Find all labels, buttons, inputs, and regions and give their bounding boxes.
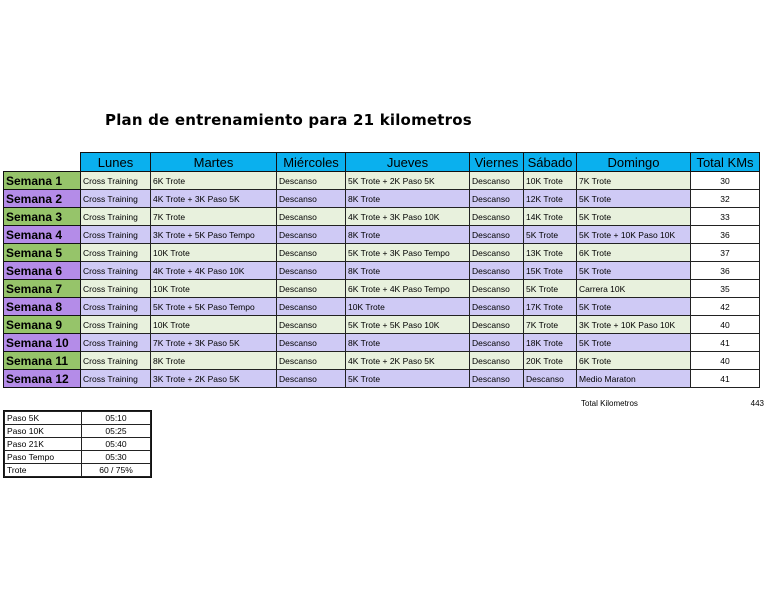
week-label: Semana 4 — [4, 226, 81, 244]
week-label: Semana 3 — [4, 208, 81, 226]
day-cell: 6K Trote + 4K Paso Tempo — [346, 280, 470, 298]
pace-row — [5, 425, 151, 438]
week-label: Semana 7 — [4, 280, 81, 298]
week-total: 40 — [691, 316, 760, 334]
week-label: Semana 12 — [4, 370, 81, 388]
day-cell: 4K Trote + 2K Paso 5K — [346, 352, 470, 370]
day-cell: Cross Training — [81, 316, 151, 334]
pace-label: Paso 21K — [5, 438, 82, 451]
column-header: Viernes — [470, 153, 524, 172]
header-row — [4, 153, 760, 172]
week-total: 42 — [691, 298, 760, 316]
week-row — [4, 352, 760, 370]
day-cell: Descanso — [470, 352, 524, 370]
pace-label: Trote — [5, 464, 82, 477]
page-title: Plan de entrenamiento para 21 kilometros — [105, 111, 472, 129]
column-header: Jueves — [346, 153, 470, 172]
day-cell: 20K Trote — [524, 352, 577, 370]
day-cell: 6K Trote — [151, 172, 277, 190]
pace-value: 05:30 — [82, 451, 151, 464]
column-header: Total KMs — [691, 153, 760, 172]
pace-value: 05:10 — [82, 412, 151, 425]
pace-row — [5, 412, 151, 425]
column-header: Domingo — [577, 153, 691, 172]
week-label: Semana 2 — [4, 190, 81, 208]
day-cell: Descanso — [470, 334, 524, 352]
day-cell: Descanso — [470, 172, 524, 190]
day-cell: Descanso — [277, 172, 346, 190]
week-total: 32 — [691, 190, 760, 208]
column-header: Lunes — [81, 153, 151, 172]
day-cell: 7K Trote — [524, 316, 577, 334]
day-cell: Descanso — [277, 190, 346, 208]
day-cell: 7K Trote + 3K Paso 5K — [151, 334, 277, 352]
day-cell: 7K Trote — [577, 172, 691, 190]
day-cell: Cross Training — [81, 298, 151, 316]
day-cell: 5K Trote + 10K Paso 10K — [577, 226, 691, 244]
week-total: 36 — [691, 262, 760, 280]
total-km-value: 443 — [750, 399, 764, 408]
day-cell: Descanso — [277, 334, 346, 352]
day-cell: Descanso — [470, 316, 524, 334]
day-cell: Cross Training — [81, 172, 151, 190]
week-row — [4, 172, 760, 190]
day-cell: 5K Trote — [524, 280, 577, 298]
week-row — [4, 316, 760, 334]
week-total: 41 — [691, 370, 760, 388]
pace-table — [4, 411, 151, 477]
day-cell: 3K Trote + 5K Paso Tempo — [151, 226, 277, 244]
pace-row — [5, 451, 151, 464]
week-total: 36 — [691, 226, 760, 244]
week-row — [4, 226, 760, 244]
week-row — [4, 208, 760, 226]
day-cell: 12K Trote — [524, 190, 577, 208]
day-cell: Descanso — [470, 226, 524, 244]
week-row — [4, 244, 760, 262]
week-row — [4, 298, 760, 316]
week-row — [4, 262, 760, 280]
week-total: 35 — [691, 280, 760, 298]
day-cell: 8K Trote — [346, 334, 470, 352]
day-cell: 8K Trote — [151, 352, 277, 370]
day-cell: 18K Trote — [524, 334, 577, 352]
day-cell: Descanso — [470, 190, 524, 208]
day-cell: 10K Trote — [524, 172, 577, 190]
day-cell: Descanso — [470, 208, 524, 226]
day-cell: Carrera 10K — [577, 280, 691, 298]
week-total: 33 — [691, 208, 760, 226]
column-header: Sábado — [524, 153, 577, 172]
day-cell: Descanso — [277, 244, 346, 262]
day-cell: Descanso — [277, 262, 346, 280]
day-cell: 3K Trote + 2K Paso 5K — [151, 370, 277, 388]
day-cell: 17K Trote — [524, 298, 577, 316]
column-header: Martes — [151, 153, 277, 172]
pace-row — [5, 464, 151, 477]
week-total: 40 — [691, 352, 760, 370]
day-cell: 5K Trote — [577, 298, 691, 316]
column-header: Miércoles — [277, 153, 346, 172]
day-cell: 5K Trote — [577, 208, 691, 226]
day-cell: Descanso — [277, 316, 346, 334]
day-cell: 10K Trote — [151, 244, 277, 262]
day-cell: Cross Training — [81, 244, 151, 262]
pace-label: Paso 10K — [5, 425, 82, 438]
week-row — [4, 370, 760, 388]
day-cell: Cross Training — [81, 226, 151, 244]
day-cell: 4K Trote + 4K Paso 10K — [151, 262, 277, 280]
day-cell: Descanso — [277, 208, 346, 226]
day-cell: 13K Trote — [524, 244, 577, 262]
day-cell: 5K Trote — [577, 262, 691, 280]
day-cell: 10K Trote — [346, 298, 470, 316]
training-plan-table — [3, 152, 760, 388]
day-cell: 6K Trote — [577, 244, 691, 262]
day-cell: 8K Trote — [346, 190, 470, 208]
day-cell: Cross Training — [81, 208, 151, 226]
pace-row — [5, 438, 151, 451]
week-row — [4, 280, 760, 298]
day-cell: 15K Trote — [524, 262, 577, 280]
day-cell: 5K Trote + 5K Paso Tempo — [151, 298, 277, 316]
week-label: Semana 6 — [4, 262, 81, 280]
day-cell: 3K Trote + 10K Paso 10K — [577, 316, 691, 334]
week-total: 41 — [691, 334, 760, 352]
day-cell: Descanso — [277, 226, 346, 244]
day-cell: 4K Trote + 3K Paso 10K — [346, 208, 470, 226]
day-cell: Descanso — [277, 352, 346, 370]
week-label: Semana 5 — [4, 244, 81, 262]
day-cell: 5K Trote + 2K Paso 5K — [346, 172, 470, 190]
day-cell: 5K Trote — [346, 370, 470, 388]
week-total: 30 — [691, 172, 760, 190]
day-cell: Descanso — [470, 298, 524, 316]
total-km-label: Total Kilometros — [581, 399, 638, 408]
week-label: Semana 10 — [4, 334, 81, 352]
week-row — [4, 190, 760, 208]
pace-value: 60 / 75% — [82, 464, 151, 477]
day-cell: Cross Training — [81, 262, 151, 280]
day-cell: Descanso — [470, 370, 524, 388]
day-cell: Cross Training — [81, 352, 151, 370]
day-cell: Descanso — [524, 370, 577, 388]
day-cell: 6K Trote — [577, 352, 691, 370]
day-cell: Cross Training — [81, 334, 151, 352]
day-cell: 5K Trote + 3K Paso Tempo — [346, 244, 470, 262]
day-cell: Descanso — [277, 280, 346, 298]
day-cell: Medio Maraton — [577, 370, 691, 388]
day-cell: 5K Trote — [577, 334, 691, 352]
week-label: Semana 1 — [4, 172, 81, 190]
day-cell: Cross Training — [81, 190, 151, 208]
day-cell: 5K Trote — [524, 226, 577, 244]
pace-value: 05:25 — [82, 425, 151, 438]
day-cell: 14K Trote — [524, 208, 577, 226]
day-cell: 4K Trote + 3K Paso 5K — [151, 190, 277, 208]
day-cell: 10K Trote — [151, 316, 277, 334]
pace-label: Paso Tempo — [5, 451, 82, 464]
day-cell: Cross Training — [81, 370, 151, 388]
week-total: 37 — [691, 244, 760, 262]
week-label: Semana 9 — [4, 316, 81, 334]
day-cell: Descanso — [470, 262, 524, 280]
week-label: Semana 8 — [4, 298, 81, 316]
week-row — [4, 334, 760, 352]
day-cell: Descanso — [470, 244, 524, 262]
day-cell: Descanso — [470, 280, 524, 298]
day-cell: 8K Trote — [346, 262, 470, 280]
day-cell: Descanso — [277, 370, 346, 388]
day-cell: 10K Trote — [151, 280, 277, 298]
day-cell: 5K Trote — [577, 190, 691, 208]
day-cell: Cross Training — [81, 280, 151, 298]
pace-value: 05:40 — [82, 438, 151, 451]
week-label: Semana 11 — [4, 352, 81, 370]
day-cell: 5K Trote + 5K Paso 10K — [346, 316, 470, 334]
header-corner — [4, 153, 81, 172]
day-cell: 8K Trote — [346, 226, 470, 244]
day-cell: Descanso — [277, 298, 346, 316]
pace-label: Paso 5K — [5, 412, 82, 425]
day-cell: 7K Trote — [151, 208, 277, 226]
